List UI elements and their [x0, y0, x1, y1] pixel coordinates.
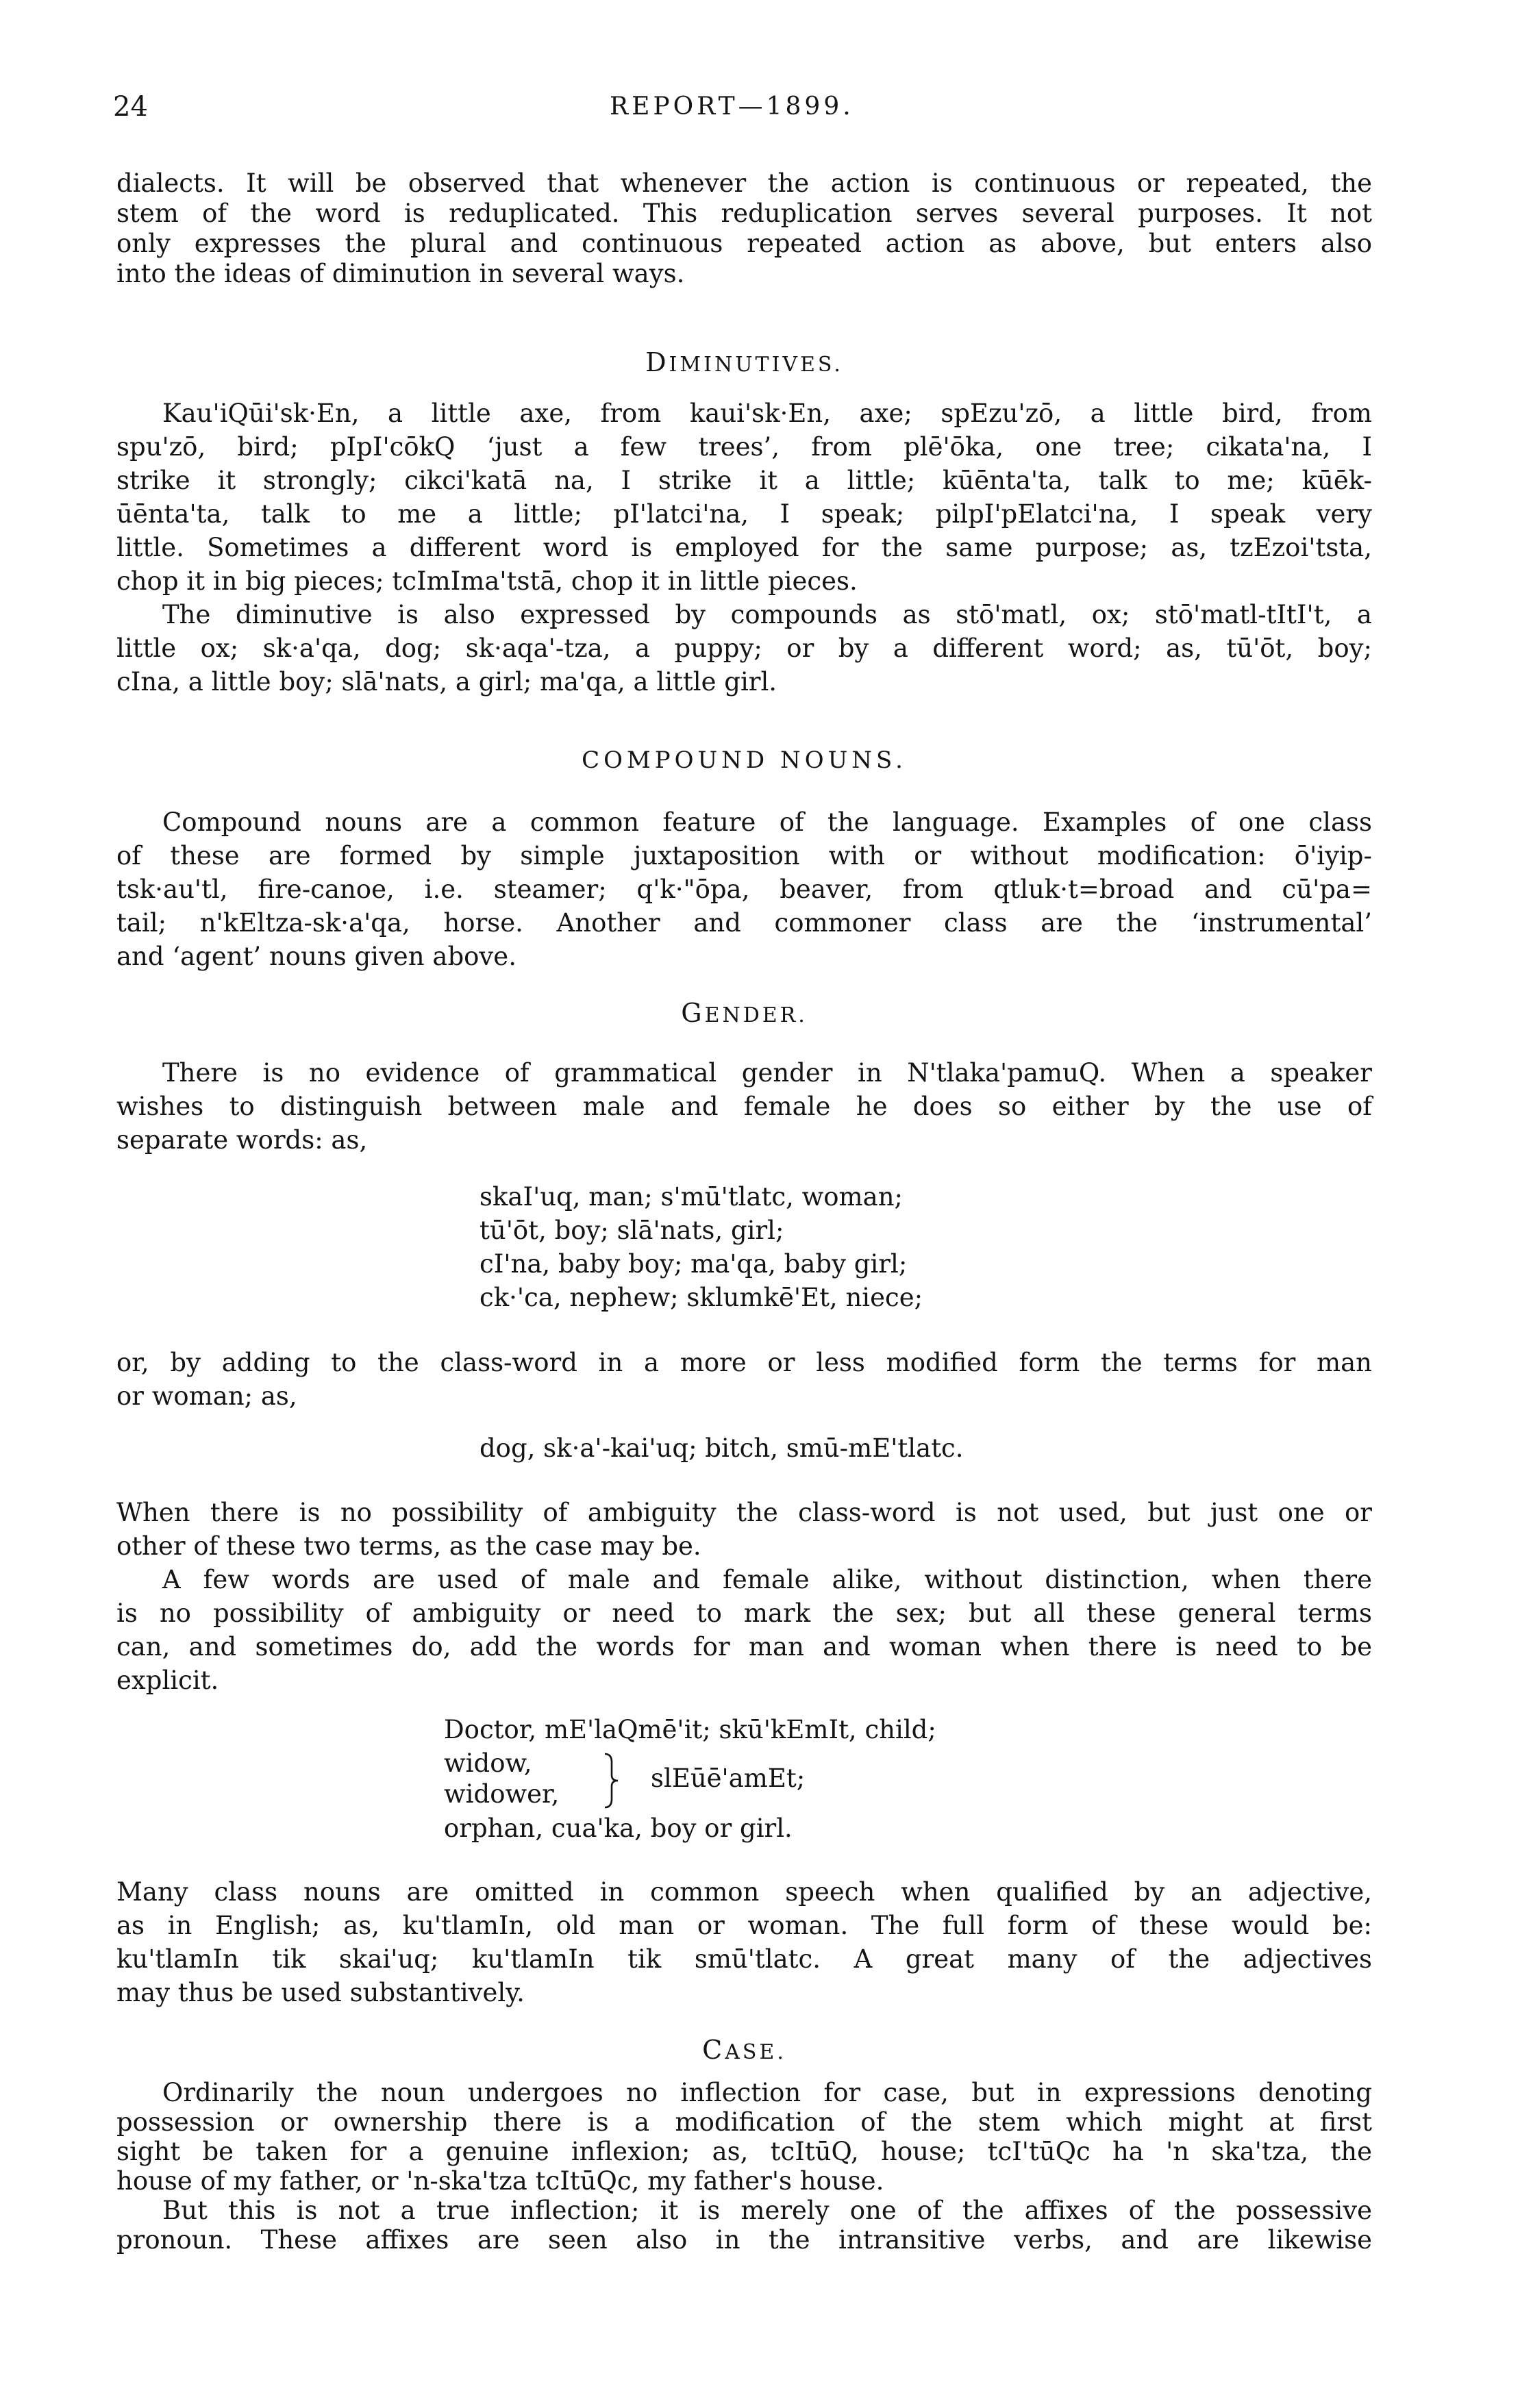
text-line: ku'tlamIn tik skai'uq; ku'tlamIn tik smū'tlatc. A great many of the adjectives	[116, 1944, 1372, 1974]
gender-paragraph	[116, 1056, 1372, 1157]
curly-brace	[603, 1752, 621, 1809]
text-line: or woman; as,	[116, 1381, 297, 1411]
running-head	[0, 90, 1520, 124]
section-heading-diminutives: DIMINUTIVES.	[645, 347, 843, 377]
text-line: only expresses the plural and continuous repeated action as above, but enters also	[116, 229, 1372, 258]
text-line: into the ideas of diminution in several ways.	[116, 259, 685, 288]
text-line: Many class nouns are omitted in common speech when qualified by an adjective,	[116, 1877, 1372, 1907]
text-line: is no possibility of ambiguity or need to mark the sex; but all these general terms	[116, 1598, 1372, 1628]
diminutives-paragraph	[116, 397, 1372, 699]
example-line: tū'ōt, boy; slā'nats, girl;	[479, 1216, 784, 1245]
text-line: cIna, a little boy; slā'nats, a girl; ma'qa, a little girl.	[116, 667, 777, 697]
text-line: house of my father, or 'n-ska'tza tcItūQc, my father's house.	[116, 2166, 884, 2196]
running-title: REPORT—1899.	[610, 92, 854, 121]
text-line: strike it strongly; cikci'katā na, I strike it a little; kūēnta'ta, talk to me; kūēk-	[116, 466, 1372, 495]
section-heading-compound-nouns: COMPOUND NOUNS.	[582, 747, 907, 774]
text-line: There is no evidence of grammatical gender in N'tlaka'pamuQ. When a speaker	[162, 1058, 1372, 1088]
text-line: separate words: as,	[116, 1125, 368, 1155]
text-line: Compound nouns are a common feature of the language. Examples of one class	[162, 807, 1372, 837]
intro-paragraph	[116, 168, 1372, 289]
class-word-example: dog, sk·a'-kai'uq; bitch, smū-mE'tlatc.	[479, 1433, 964, 1463]
text-line: dialects. It will be observed that whenever the action is continuous or repeated, the	[116, 168, 1372, 198]
text-line: chop it in big pieces; tcImIma'tstā, chop it in little pieces.	[116, 566, 858, 596]
text-line: or, by adding to the class-word in a more or less modified form the terms for man	[116, 1348, 1372, 1377]
text-line: Kau'iQūi'sk·En, a little axe, from kaui'sk·En, axe; spEzu'zō, a little bird, from	[162, 399, 1372, 428]
text-line: ūēnta'ta, talk to me a little; pI'latci'na, I speak; pilpI'pElatci'na, I speak very	[116, 499, 1372, 529]
common-term-doctor-child: Doctor, mE'laQmē'it; skū'kEmIt, child;	[444, 1715, 936, 1744]
section-heading-gender: GENDER.	[681, 998, 808, 1028]
text-line: may thus be used substantively.	[116, 1978, 525, 2007]
text-line: A few words are used of male and female alike, without distinction, when there	[162, 1565, 1372, 1594]
text-line: tail; n'kEltza-sk·a'qa, horse. Another and commoner class are the ‘instrumental’	[116, 908, 1372, 938]
text-line: little ox; sk·a'qa, dog; sk·aqa'-tza, a puppy; or by a different word; as, tū'ōt, boy;	[116, 634, 1372, 663]
gender-word-examples	[479, 1180, 923, 1314]
text-line: The diminutive is also expressed by compounds as stō'matl, ox; stō'matl-tItI't, a	[162, 600, 1372, 629]
page-number: 24	[113, 91, 148, 123]
case-paragraphs	[116, 2078, 1372, 2255]
text-line: other of these two terms, as the case may be.	[116, 1531, 701, 1561]
text-line: as in English; as, ku'tlamIn, old man or woman. The full form of these would be:	[116, 1911, 1372, 1940]
common-term-widow: widow,	[444, 1748, 532, 1778]
text-line: pronoun. These affixes are seen also in the intransitive verbs, and are likewise	[116, 2225, 1372, 2255]
text-line: can, and sometimes do, add the words for man and woman when there is need to be	[116, 1632, 1372, 1661]
example-line: ck·'ca, nephew; sklumkē'Et, niece;	[479, 1283, 923, 1312]
text-line: sight be taken for a genuine inflexion; as, tcItūQ, house; tcI'tūQc ha 'n ska'tza, the	[116, 2137, 1372, 2166]
example-line: skaI'uq, man; s'mū'tlatc, woman;	[479, 1182, 903, 1212]
text-line: possession or ownership there is a modification of the stem which might at first	[116, 2107, 1372, 2137]
text-line: When there is no possibility of ambiguity the class-word is not used, but just one or	[116, 1498, 1372, 1527]
text-line: of these are formed by simple juxtaposition with or without modification: ō'iyip-	[116, 841, 1372, 870]
ambiguity-paragraphs	[116, 1496, 1372, 1697]
section-heading-case: CASE.	[702, 2035, 786, 2065]
text-line: But this is not a true inflection; it is merely one of the affixes of the possessive	[162, 2196, 1372, 2225]
common-term-orphan: orphan, cua'ka, boy or girl.	[444, 1814, 793, 1843]
example-line: cI'na, baby boy; ma'qa, baby girl;	[479, 1249, 908, 1279]
text-line: little. Sometimes a different word is employed for the same purpose; as, tzEzoi'tsta,	[116, 533, 1372, 562]
text-line: and ‘agent’ nouns given above.	[116, 942, 516, 971]
compound-nouns-paragraph	[116, 805, 1372, 973]
common-term-widower: widower,	[444, 1779, 560, 1809]
text-line: stem of the word is reduplicated. This reduplication serves several purposes. It not	[116, 199, 1372, 228]
common-term-widow-word: slEūē'amEt;	[651, 1764, 806, 1793]
text-line: wishes to distinguish between male and female he does so either by the use of	[116, 1092, 1372, 1121]
text-line: explicit.	[116, 1666, 219, 1695]
text-line: spu'zō, bird; pIpI'cōkQ ‘just a few trees’, from plē'ōka, one tree; cikata'na, I	[116, 432, 1372, 462]
text-line: Ordinarily the noun undergoes no inflection for case, but in expressions denoting	[162, 2078, 1372, 2107]
text-line: tsk·au'tl, fire-canoe, i.e. steamer; q'k·"ōpa, beaver, from qtluk·t=broad and cū'pa=	[116, 875, 1372, 904]
modified-form-paragraph	[116, 1346, 1372, 1413]
omission-paragraph	[116, 1875, 1372, 2009]
